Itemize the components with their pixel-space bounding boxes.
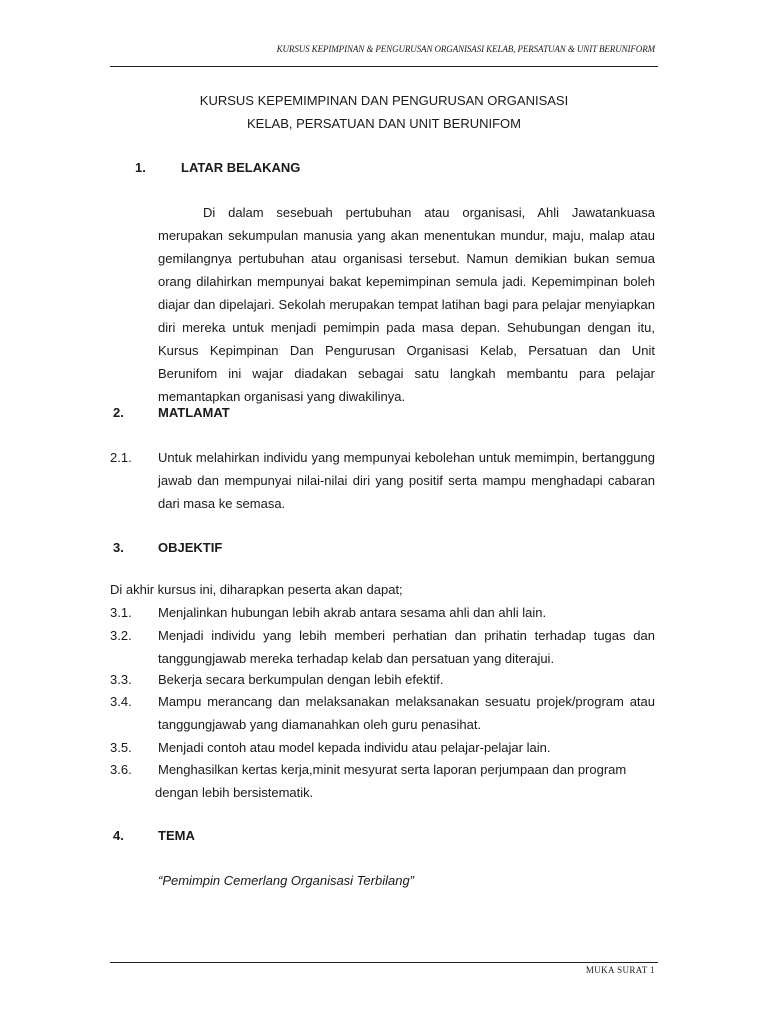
list-item-number: 3.3. xyxy=(110,672,132,687)
section-1-number: 1. xyxy=(135,160,146,175)
section-4-number: 4. xyxy=(113,828,124,843)
list-item-text: Menjalinkan hubungan lebih akrab antara sesama ahli dan ahli lain. xyxy=(158,605,547,620)
theme-quote: “Pemimpin Cemerlang Organisasi Terbilang” xyxy=(158,873,415,888)
document-title-line-2: KELAB, PERSATUAN DAN UNIT BERUNIFOM xyxy=(246,116,521,131)
section-2-heading: MATLAMAT xyxy=(158,405,230,420)
list-item-text-continued: dengan lebih bersistematik. xyxy=(155,785,314,800)
list-item xyxy=(110,736,655,759)
list-item-number: 3.1. xyxy=(110,605,132,620)
section-1-paragraph: Di dalam sesebuah pertubuhan atau organisasi, Ahli Jawatankuasa merupakan sekumpulan manusia yang akan menentukan mundur, maju, malap atau gemilangnya pertubuhan atau organisasi tersebut. Namun demikian bukan semua orang dilahirkan mempunyai bakat kepemimpinan semula jadi. Kepemimpinan boleh diajar dan dipelajari. Sekolah merupakan tempat latihan bagi para pelajar menyiapkan diri mereka untuk menjadi pemimpin pada masa depan. Sehubungan dengan itu, Kursus Kepimpinan Dan Pengurusan Organisasi Kelab, Persatuan dan Unit Berunifom ini wajar diadakan sebagai satu langkah membantu para pelajar memantapkan organisasi yang diwakilinya. xyxy=(158,205,655,404)
list-item-text: Menjadi individu yang lebih memberi perhatian dan prihatin terhadap tugas dan tanggungjawab mereka terhadap kelab dan persatuan yang diterajui. xyxy=(158,628,655,666)
section-4-heading: TEMA xyxy=(158,828,195,843)
running-header: KURSUS KEPIMPINAN & PENGURUSAN ORGANISASI KELAB, PERSATUAN & UNIT BERUNIFORM xyxy=(276,44,655,54)
footer-rule xyxy=(110,962,658,963)
list-item-text: Untuk melahirkan individu yang mempunyai kebolehan untuk memimpin, bertanggung jawab dan mempunyai nilai-nilai diri yang positif serta mampu menghadapi cabaran dari masa ke semasa. xyxy=(158,450,655,511)
list-item-text: Mampu merancang dan melaksanakan melaksanakan sesuatu projek/program atau tanggungjawab yang diamanahkan oleh guru penasihat. xyxy=(158,694,655,732)
list-item xyxy=(110,690,655,736)
list-item-text: Bekerja secara berkumpulan dengan lebih efektif. xyxy=(158,672,444,687)
page-number: MUKA SURAT 1 xyxy=(585,965,655,975)
header-rule xyxy=(110,66,658,67)
list-item xyxy=(110,758,655,804)
list-item-number: 3.2. xyxy=(110,628,132,643)
list-item xyxy=(110,668,655,691)
section-3-heading: OBJEKTIF xyxy=(158,540,223,555)
section-1-heading: LATAR BELAKANG xyxy=(181,160,301,175)
list-item xyxy=(110,624,655,670)
document-title-line-1: KURSUS KEPEMIMPINAN DAN PENGURUSAN ORGANISASI xyxy=(199,93,569,108)
section-2-number: 2. xyxy=(113,405,124,420)
list-item xyxy=(110,446,655,515)
section-3-number: 3. xyxy=(113,540,124,555)
list-item-number: 3.6. xyxy=(110,762,132,777)
list-item-number: 3.5. xyxy=(110,740,132,755)
list-item-number: 2.1. xyxy=(110,450,132,465)
section-3-intro: Di akhir kursus ini, diharapkan peserta akan dapat; xyxy=(110,582,403,597)
list-item-text: Menghasilkan kertas kerja,minit mesyurat serta laporan perjumpaan dan program xyxy=(158,762,627,777)
list-item-number: 3.4. xyxy=(110,694,132,709)
list-item xyxy=(110,601,655,624)
list-item-text: Menjadi contoh atau model kepada individu atau pelajar-pelajar lain. xyxy=(158,740,551,755)
